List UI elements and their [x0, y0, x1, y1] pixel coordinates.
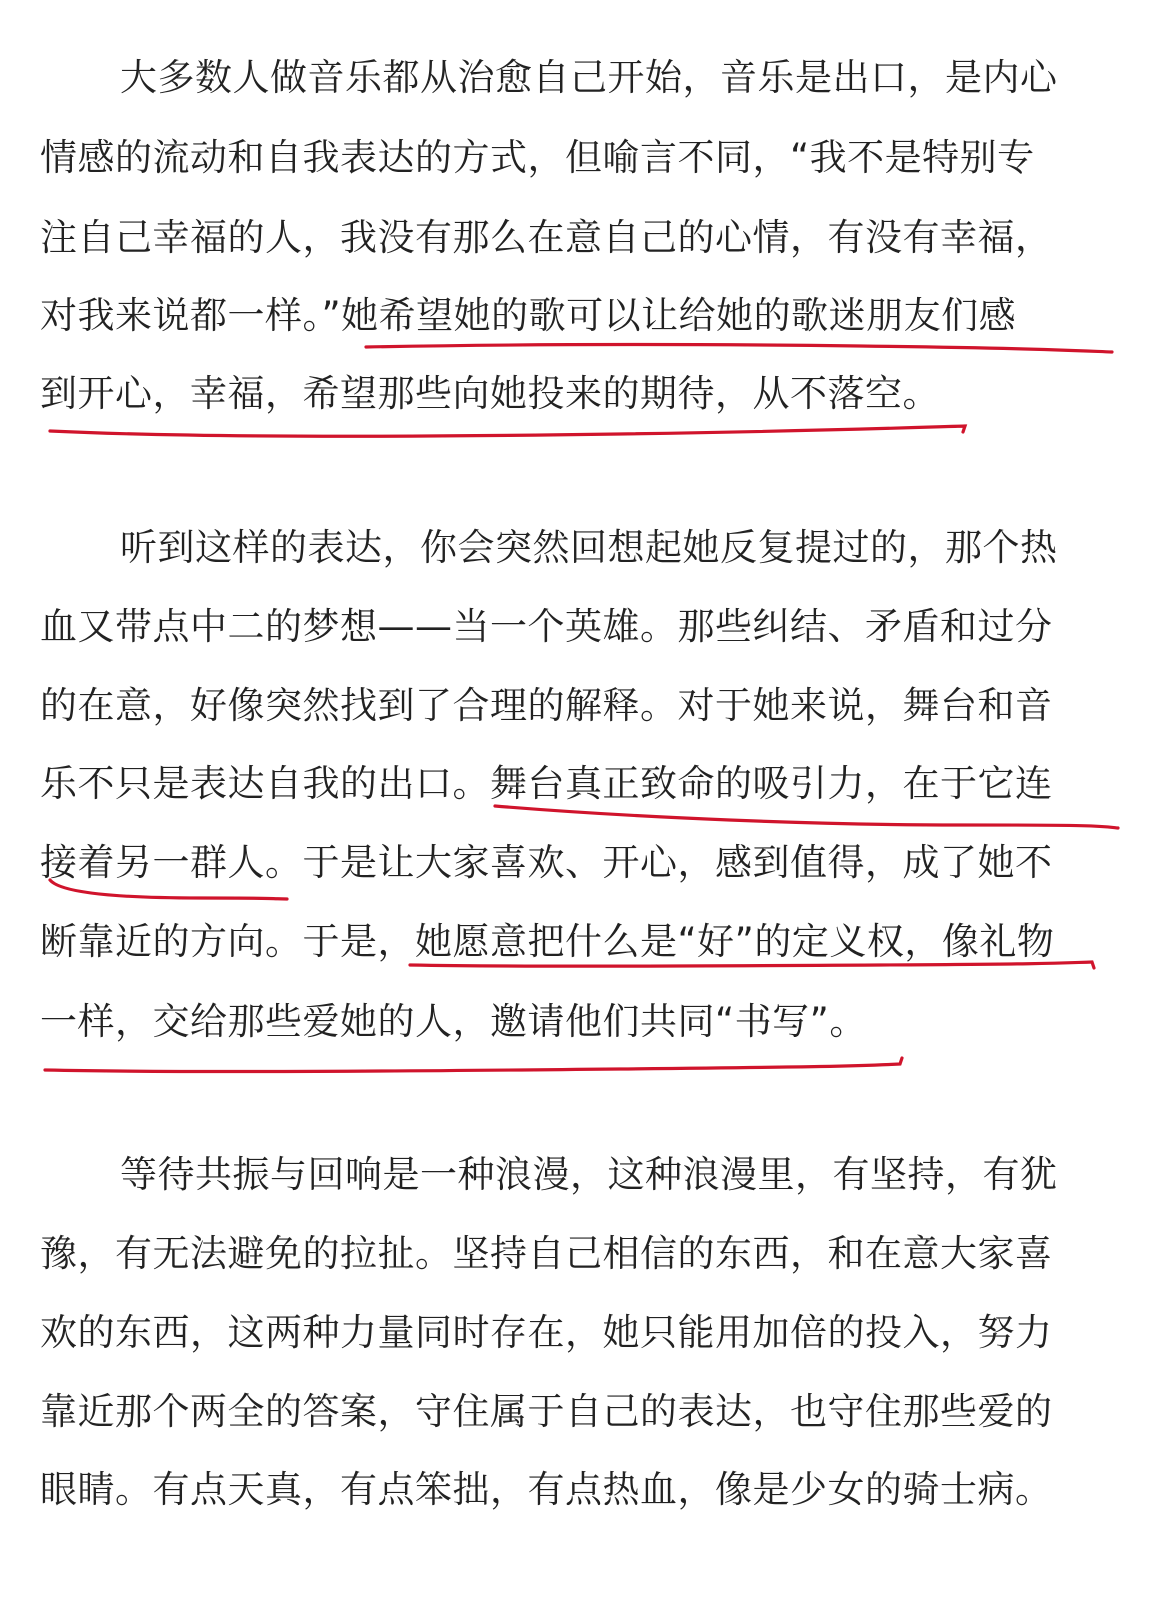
text-line: 接着另一群人。于是让大家喜欢、开心，感到值得，成了她不	[40, 841, 1053, 884]
text-line: 血又带点中二的梦想——当一个英雄。那些纠结、矛盾和过分	[40, 605, 1053, 648]
text-line: 大多数人做音乐都从治愈自己开始，音乐是出口，是内心	[120, 56, 1058, 99]
text-line: 欢的东西，这两种力量同时存在，她只能用加倍的投入，努力	[40, 1311, 1053, 1354]
text-line: 等待共振与回响是一种浪漫，这种浪漫里，有坚持，有犹	[120, 1153, 1058, 1196]
text-line: 对我来说都一样。”她希望她的歌可以让给她的歌迷朋友们感	[40, 294, 1017, 337]
text-line: 靠近那个两全的答案，守住属于自己的表达，也守住那些爱的	[40, 1390, 1053, 1433]
text-line: 眼睛。有点天真，有点笨拙，有点热血，像是少女的骑士病。	[40, 1468, 1053, 1511]
text-line: 一样，交给那些爱她的人，邀请他们共同“书写”。	[40, 1000, 867, 1043]
text-line: 的在意，好像突然找到了合理的解释。对于她来说，舞台和音	[40, 684, 1053, 727]
text-line: 注自己幸福的人，我没有那么在意自己的心情，有没有幸福，	[40, 216, 1053, 259]
text-line: 情感的流动和自我表达的方式，但喻言不同，“我不是特别专	[40, 136, 1035, 179]
text-line: 听到这样的表达，你会突然回想起她反复提过的，那个热	[120, 526, 1058, 569]
underline-mark	[45, 1058, 902, 1072]
text-line: 乐不只是表达自我的出口。舞台真正致命的吸引力，在于它连	[40, 762, 1053, 805]
text-line: 断靠近的方向。于是，她愿意把什么是“好”的定义权，像礼物	[40, 920, 1055, 963]
text-line: 豫，有无法避免的拉扯。坚持自己相信的东西，和在意大家喜	[40, 1232, 1053, 1275]
underline-mark	[50, 426, 965, 436]
text-line: 到开心，幸福，希望那些向她投来的期待，从不落空。	[40, 372, 940, 415]
